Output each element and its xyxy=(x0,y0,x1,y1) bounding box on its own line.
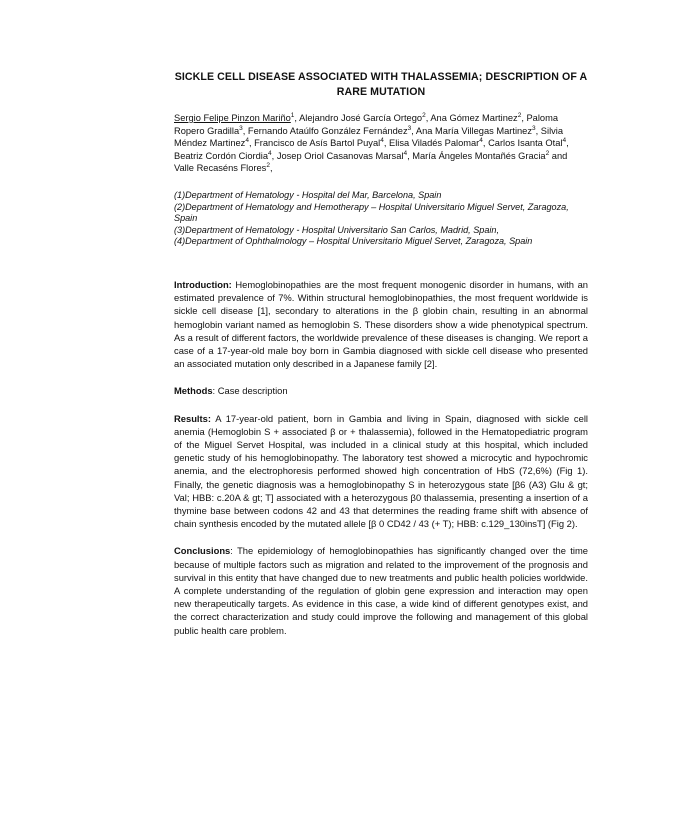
author-name: Silvia Méndez Martinez xyxy=(174,125,564,149)
affiliation-2: (2)Department of Hematology and Hemotherapy – Hospital Universitario Miguel Servet, Zaragoza, Spain xyxy=(174,201,569,224)
abstract-page xyxy=(174,70,588,651)
affiliation-3: (3)Department of Hematology - Hospital Universitario San Carlos, Madrid, Spain, xyxy=(174,224,499,235)
author-name: Alejandro José García Ortego xyxy=(299,113,423,123)
author-name: Paloma Ropero Gradilla xyxy=(174,113,559,136)
author-name: Elisa Viladés Palomar xyxy=(389,138,480,149)
author-name: Josep Oriol Casanovas Marsal xyxy=(276,150,404,161)
author-affiliation-number: 1 xyxy=(290,111,295,119)
introduction-text: Hemoglobinopathies are the most frequent monogenic disorder in humans, with an estimated prevalence of 7%. Within structural hemoglobinopathies, the most frequent worldwide is sickle cell disease [1], secondary to alterations in the β globin chain, resulting in an abnormal hemoglobin variant named as hemoglobin S. These disorders show a wide phenotypical spectrum. As a result of different factors, the worldwide prevalence of these diseases is changing. We report a case of a 17-year-old male boy born in Gambia diagnosed with sickle cell disease who presented an associated mutation only described in a Japanese family [2]. xyxy=(174,278,588,370)
author-affiliation-number: 4 xyxy=(245,137,249,145)
author-affiliation-number: 3 xyxy=(532,124,536,132)
methods-label: Methods xyxy=(174,385,213,397)
paper-title: SICKLE CELL DISEASE ASSOCIATED WITH THALASSEMIA; DESCRIPTION OF A RARE MUTATION xyxy=(174,71,588,98)
author-affiliation-number: 4 xyxy=(562,137,567,145)
author-affiliation-number: 4 xyxy=(380,137,384,145)
results-label: Results: xyxy=(174,412,211,424)
author-name: Sergio Felipe Pinzon Mariño xyxy=(174,113,291,123)
conclusions-section xyxy=(174,544,588,636)
methods-section xyxy=(174,384,588,397)
author-name: Ana María Villegas Martinez xyxy=(415,125,532,136)
methods-text: : Case description xyxy=(212,385,288,397)
results-section xyxy=(174,412,588,531)
author-affiliation-number: 2 xyxy=(422,111,426,119)
results-text: A 17-year-old patient, born in Gambia and living in Spain, diagnosed with sickle cell anemia (Hemoglobin S + associated β or + thalassemia), followed in the Hematopediatric program of the Miguel Servet Hospital, was included in a clinical study at this hospital, which included genetic study of his hemoglobinopathy. The laboratory test showed a microcytic and hypochromic anemia, and the electrophoresis performed showed high concentration of HbS (72,6%) (Fig 1). Finally, the genetic diagnosis was a hemoglobinopathy S in heterozygous state [β6 (A3) Glu & gt; Val; HBB: c.20A & gt; T] associated with a heterozygous β0 thalassemia, presenting a insertion of a thymine base between codons 42 and 43 that determines the reading frame shift with absence of chain synthesis encoded by the mutated allele [β 0 CD42 / 43 (+ T); HBB: c.129_130insT] (Fig 2). xyxy=(174,412,588,530)
introduction-section xyxy=(174,278,588,370)
author-list: Sergio Felipe Pinzon Mariño$^1$, Alejandro José García Ortego$^2$, Ana Gómez Martinez$^2$, Paloma Ropero Gradilla$^3$, Fernando Ataúlfo González Fernández$^3$, Ana María Villegas Martinez$^3$, Silvia Méndez Martinez$^4$, Francisco de Asís Bartol Puyal$^4$, Elisa Viladés Palomar$^4$, Carlos Isanta Otal$^4$, Beatriz Cordón Ciordia$^4$, Josep Oriol Casanovas Marsal$^4$, María Ángeles Montañés Gracia$^2$ and Valle Recaséns Flores$^2$, xyxy=(174,111,569,174)
author-name: Francisco de Asís Bartol Puyal xyxy=(254,138,381,149)
affiliation-1: (1)Department of Hematology - Hospital del Mar, Barcelona, Spain xyxy=(174,189,442,200)
author-name: Valle Recaséns Flores xyxy=(174,163,267,174)
author-affiliation-number: 4 xyxy=(479,137,483,145)
author-affiliation-number: 3 xyxy=(239,124,243,132)
author-affiliation-number: 2 xyxy=(545,149,550,157)
introduction-label: Introduction: xyxy=(174,278,232,290)
author-name: Carlos Isanta Otal xyxy=(488,138,563,149)
author-affiliation-number: 2 xyxy=(517,111,522,119)
author-name: Ana Gómez Martinez xyxy=(430,113,518,123)
author-name: María Ángeles Montañés Gracia xyxy=(412,150,546,161)
conclusions-text: : The epidemiology of hemoglobinopathies has significantly changed over the time because of multiple factors such as migration and related to the improvement of the prognosis and survival in this entity that have changed due to new treatments and public health policies worldwide. A complete understanding of the regulation of globin gene expression and interaction may open new therapeutically targets. As evidence in this case, a wide kind of different genotypes exist, and the correct characterization and study could improve the following and management of this global public health care problem. xyxy=(174,545,588,636)
author-name: Beatriz Cordón Ciordia xyxy=(174,150,269,161)
author-affiliation-number: 4 xyxy=(403,149,408,157)
author-name: Fernando Ataúlfo González Fernández xyxy=(247,125,408,136)
author-affiliation-number: 2 xyxy=(266,162,270,170)
author-affiliation-number: 3 xyxy=(407,124,412,132)
author-affiliation-number: 4 xyxy=(268,149,272,157)
conclusions-label: Conclusions xyxy=(174,545,231,557)
affiliation-4: (4)Department of Ophthalmology – Hospital Universitario Miguel Servet, Zaragoza, Spain xyxy=(174,236,533,247)
affiliation-list xyxy=(174,190,588,248)
